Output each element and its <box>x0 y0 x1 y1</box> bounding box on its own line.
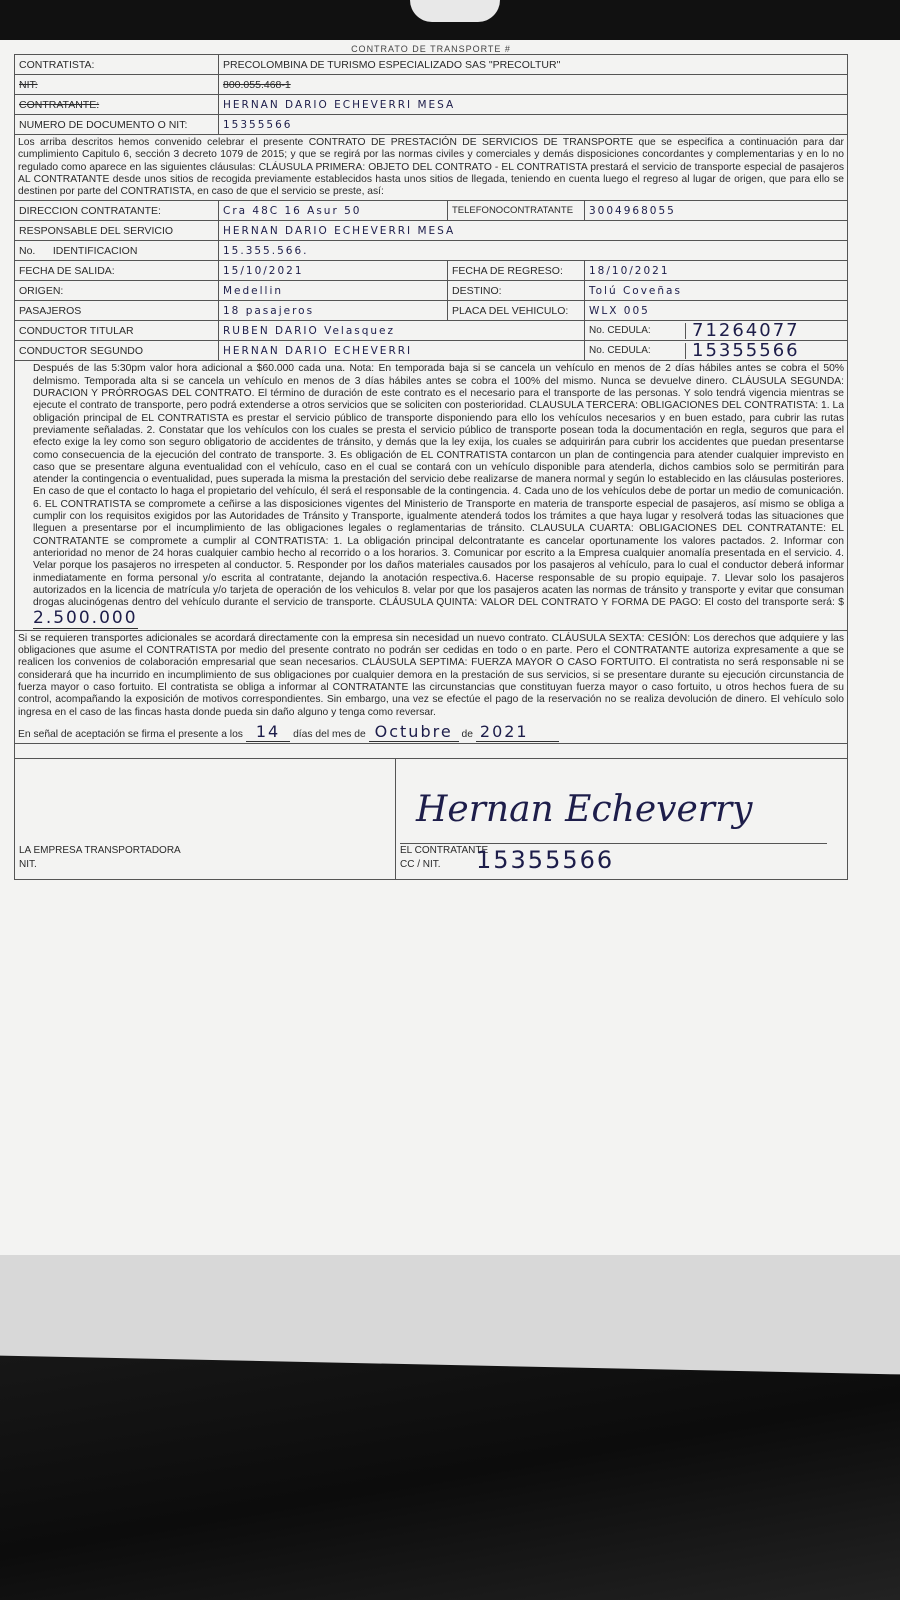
contratante-label: CONTRATANTE: <box>15 95 219 115</box>
conductor-titular-label: CONDUCTOR TITULAR <box>15 321 219 341</box>
documento-row <box>15 115 848 135</box>
acceptance-middle: días del mes de <box>293 728 366 740</box>
responsable-row <box>15 221 848 241</box>
signature-block <box>14 758 848 880</box>
cedula-segundo-cell <box>585 341 848 361</box>
clauses-paragraph <box>14 361 848 629</box>
second-page-edge <box>0 1236 900 1375</box>
identificacion-row <box>15 241 848 261</box>
cedula-titular-label: No. CEDULA: <box>585 323 686 339</box>
acceptance-day: 14 <box>246 722 290 742</box>
cedula-titular-value: 71264077 <box>692 319 800 341</box>
contract-title: CONTRATO DE TRANSPORTE # <box>351 44 511 54</box>
pasajeros-label: PASAJEROS <box>15 301 219 321</box>
contratante-row <box>15 95 848 115</box>
empresa-signature-area <box>15 759 396 879</box>
fecha-salida-value: 15/10/2021 <box>219 261 448 281</box>
conductor-titular-value: RUBEN DARIO Velasquez <box>219 321 585 341</box>
contratista-value: PRECOLOMBINA DE TURISMO ESPECIALIZADO SAS "PRECOLTUR" <box>219 55 848 75</box>
nit-value: 800.055.468-1 <box>219 75 848 95</box>
origen-value: Medellin <box>219 281 448 301</box>
acceptance-year: 2021 <box>476 722 559 742</box>
direccion-label: DIRECCION CONTRATANTE: <box>15 201 219 221</box>
camera-notch <box>410 0 500 22</box>
acceptance-month: Octubre <box>369 722 459 742</box>
contratante-signature: Hernan Echeverry <box>416 789 753 831</box>
nit-row <box>15 75 848 95</box>
empresa-label: LA EMPRESA TRANSPORTADORA <box>19 845 181 857</box>
telefono-label: TELEFONOCONTRATANTE <box>448 201 585 221</box>
contratista-label: CONTRATISTA: <box>15 55 219 75</box>
documento-label: NUMERO DE DOCUMENTO O NIT: <box>15 115 219 135</box>
conductor-segundo-row <box>15 341 848 361</box>
fecha-regreso-value: 18/10/2021 <box>585 261 848 281</box>
phone-top-bar <box>0 0 900 40</box>
service-table <box>14 200 848 361</box>
conductor-segundo-value: HERNAN DARIO ECHEVERRI <box>219 341 585 361</box>
placa-value: WLX 005 <box>585 301 848 321</box>
contratante-label: EL CONTRATANTE <box>400 845 489 857</box>
contratante-cc-value: 15355566 <box>476 846 615 875</box>
intro-paragraph: Los arriba descritos hemos convenido celebrar el presente CONTRATO DE PRESTACIÓN DE SERVICIOS DE TRANSPORTE que se especifica a continuación para dar cumplimiento Capitulo 6, sección 3 decreto 1079 de 2015; y que se regirá por las normas civiles y comerciales y demás disposiciones concordantes y complementarias y en lo no regulado como aparece en las siguientes cláusulas: CLÁUSULA PRIMERA: OBJETO DEL CONTRATO - EL CONTRATISTA prestará el servicio de transporte especial de pasajeros AL CONTRATANTE desde unos sitios de recogida previamente establecidos hasta unos sitios de llegada, teniendo en cuenta luego el regreso al lugar de origen, que para ello se destinen por parte del CONTRATISTA, en caso de que el servicio se preste, así: <box>14 135 848 200</box>
header-table <box>14 54 848 135</box>
telefono-value: 3004968055 <box>585 201 848 221</box>
contratante-signature-area <box>396 759 847 879</box>
conductor-titular-row <box>15 321 848 341</box>
placa-label: PLACA DEL VEHICULO: <box>448 301 585 321</box>
origen-destino-row <box>15 281 848 301</box>
pasajeros-row <box>15 301 848 321</box>
spacer <box>14 744 848 758</box>
acceptance-de: de <box>461 728 474 740</box>
identificacion-label: No. IDENTIFICACION <box>15 241 219 261</box>
clauses-text: Después de las 5:30pm valor hora adicional a $60.000 cada una. Nota: En temporada baja si se cancela un vehículo en menos de 2 días hábiles antes se cobra el 50% delmismo. Temporada alta si se cancela un vehículo en menos de 3 días hábiles antes se cobra el 100% del mismo. Nunca se devuelve dinero. CLÁUSULA SEGUNDA: DURACION Y PRÓRROGAS DEL CONTRATO. El término de duración de este contrato es el necesario para el transporte de las personas. Y solo tendrá vigencia mientras se ejecute el contrato de transporte, pero podrá extenderse a otros servicios que se soliciten con posterioridad. CLAUSULA TERCERA: OBLIGACIONES DEL CONTRATISTA: 1. La obligación principal de EL CONTRATISTA es prestar el servicio público de transporte disponiendo para ello los vehículos necesarios y en buen estado, para cubrir las rutas previamente señaladas. 2. Constatar que los vehículos con los cuales se presta el servicio público de transporte posean toda la documentación en regla, seguros que para el efecto exige la ley como son seguro obligatorio de accidentes de tránsito, y demás que la ley exija, los cuales se adquirirán para cubrir los accidentes que puedan presentarse como consecuencia de la ejecución del contrato de transporte. 3. Es obligación de EL CONTRATISTA contarcon un plan de contingencia para atender cualquier imprevisto en caso que se presentare alguna eventualidad con el vehículo, caso en el cual se contará con un vehículo disponible para atenderla, dichos cambios solo se permitirán para atender la contingencia o eventualidad, pues superada la misma la prestación del servicio debe realizarse de manera normal y según lo establecido en las cláusulas posteriores. En caso de que el contacto lo haga el propietario del vehículo, él será el responsable de la contingencia. 4. Cada uno de los vehículos debe de portar un medio de comunicación. 6. EL CONTRATISTA se compromete a ceñirse a las disposiciones vigentes del Ministerio de Transporte en materia de transporte especial de pasajeros, así mismo se obliga a cumplir con los requisitos exigidos por las Autoridades de Tránsito y Transporte, igualmente atenderá todos los trámites a que haya lugar y resolverá todas las situaciones que lleguen a presentarse por el incumplimiento de las obligaciones legales o reglamentarias de tránsito. CLAUSULA CUARTA: OBLIGACIONES DEL CONTRATANTE: EL CONTRATANTE se compromete a cumplir al CONTRATISTA: 1. La obligación principal delcontratante es cancelar oportunamente los valores pactados. 2. Informar con anterioridad no menor de 24 horas cualquier cambio hecho al recorrido o a los horarios. 3. Comunicar por escrito a la Empresa cualquier anomalía presentada en el servicio. 4. Velar porque los pasajeros no irrespeten al conductor. 5. Responder por los daños materiales causados por los pasajeros al vehículo, para lo cual el conductor deberá informar inmediatamente en forma personal y/o escrita al contratante, dejando la anotación respectiva.6. Hacerse responsable de su propio equipaje. 7. Llevar solo los pasajeros autorizados en la licencia de matrícula y/o tarjeta de operación de los vehiculos 8. velar por que los pasajeros acaten las normas de tránsito y transporte y evitar que consuman drogas alucinógenas dentro del vehículo durante el servicio de transporte. CLÁUSULA QUINTA: VALOR DEL CONTRATO Y FORMA DE PAGO: El costo del transporte será: $ <box>33 363 844 609</box>
valor-value: 2.500.000 <box>33 608 138 629</box>
responsable-value: HERNAN DARIO ECHEVERRI MESA <box>219 221 848 241</box>
nit-label: NIT: <box>15 75 219 95</box>
cedula-segundo-label: No. CEDULA: <box>585 343 686 359</box>
fecha-regreso-label: FECHA DE REGRESO: <box>448 261 585 281</box>
final-paragraph: Si se requieren transportes adicionales se acordará directamente con la empresa sin necesidad un nuevo contrato. CLÁUSULA SEXTA: CESIÓN: Los derechos que adquiere y las obligaciones que asume el CONTRATISTA por medio del presente contrato no podrán ser cedidas en todo o en parte. Pero el CONTRATANTE autoriza expresamente a que se realicen los convenios de colaboración empresarial que sean necesarios. CLÁUSULA SEPTIMA: FUERZA MAYOR O CASO FORTUITO. El contratista no será responsable ni se considerará que ha incurrido en incumplimiento de sus obligaciones por cualquier demora en la prestación de sus servicios, si se presentare durante su ejecución circunstancia de fuerza mayor o caso fortuito. El contratista se obliga a informar al CONTRATANTE las circunstancias que constituyan fuerza mayor o caso fortuito, u otros hechos fuera de su control, acompañando la exposición de motivos correspondientes. Sin embargo, una vez se efectúe el pago de la reservación no se realiza devolución de dinero. El vehículo solo ingresa en el caso de las fincas hasta donde pueda sin daño alguno y tenga como reversar. <box>14 630 848 721</box>
documento-value: 15355566 <box>219 115 848 135</box>
contratista-row <box>15 55 848 75</box>
destino-label: DESTINO: <box>448 281 585 301</box>
signature-line <box>400 843 827 844</box>
pasajeros-value: 18 pasajeros <box>219 301 448 321</box>
destino-value: Tolú Coveñas <box>585 281 848 301</box>
cedula-titular-cell <box>585 321 848 341</box>
direccion-row <box>15 201 848 221</box>
empresa-nit-label: NIT. <box>19 859 37 871</box>
direccion-value: Cra 48C 16 Asur 50 <box>219 201 448 221</box>
origen-label: ORIGEN: <box>15 281 219 301</box>
identificacion-value: 15.355.566. <box>219 241 848 261</box>
contratante-cc-label: CC / NIT. <box>400 859 441 871</box>
cedula-segundo-value: 15355566 <box>692 339 800 361</box>
acceptance-line <box>14 721 848 744</box>
fecha-salida-label: FECHA DE SALIDA: <box>15 261 219 281</box>
conductor-segundo-label: CONDUCTOR SEGUNDO <box>15 341 219 361</box>
acceptance-prefix: En señal de aceptación se firma el presente a los <box>18 728 243 740</box>
contract-document <box>14 44 848 880</box>
fechas-row <box>15 261 848 281</box>
contratante-value: HERNAN DARIO ECHEVERRI MESA <box>219 95 848 115</box>
responsable-label: RESPONSABLE DEL SERVICIO <box>15 221 219 241</box>
